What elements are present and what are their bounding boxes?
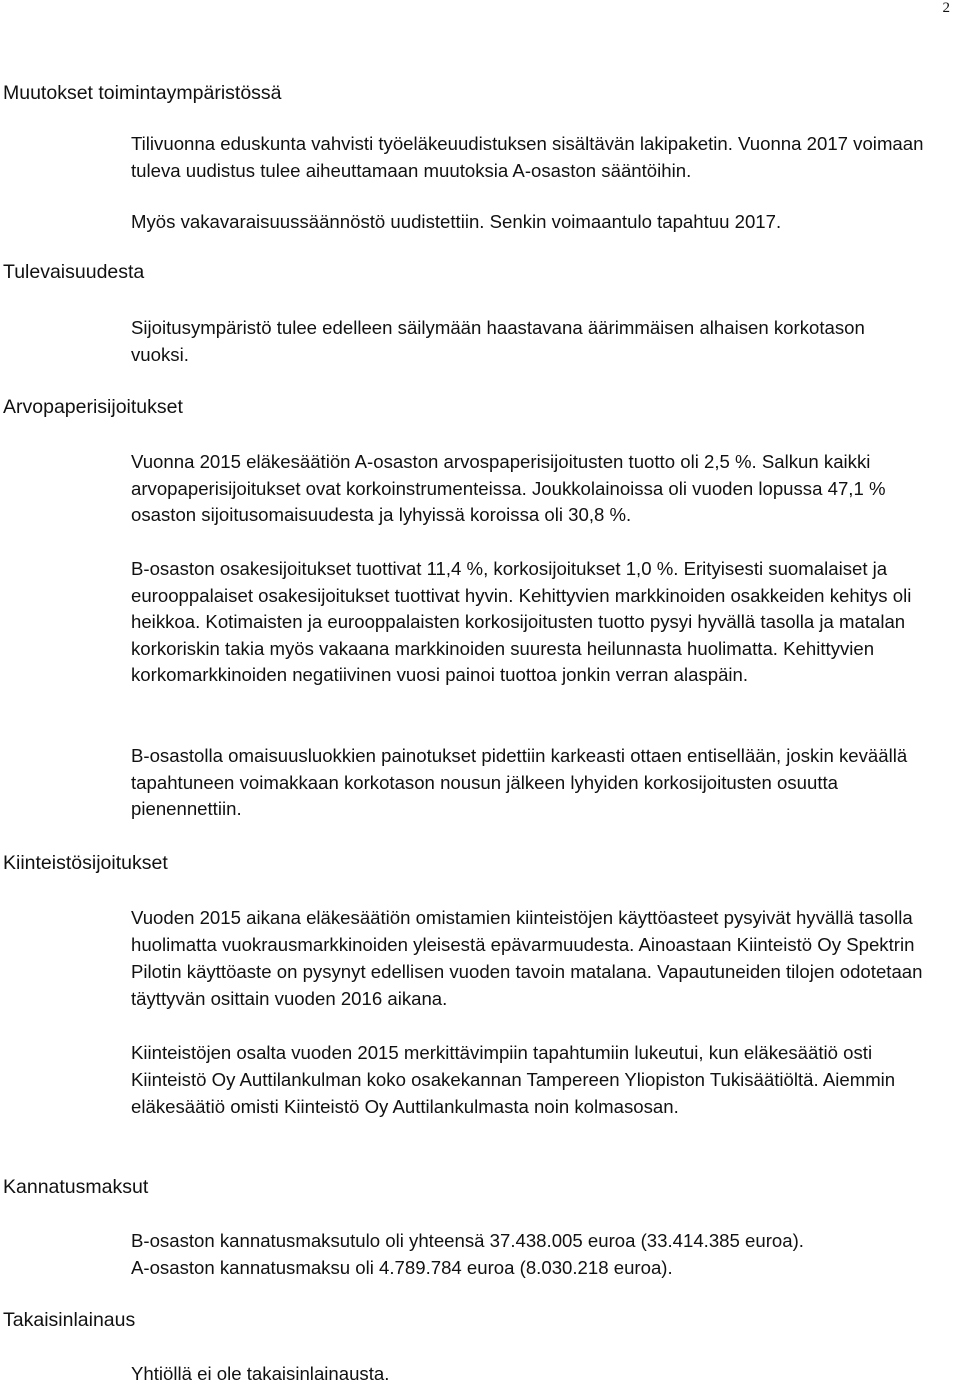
page-number: 2 xyxy=(942,0,950,16)
heading-takaisinlainaus: Takaisinlainaus xyxy=(3,1309,136,1331)
paragraph-takaisinlainaus: Yhtiöllä ei ole takaisinlainausta. xyxy=(131,1363,390,1384)
paragraph-vakavaraisuus: Myös vakavaraisuussäännöstö uudistettiin. Senkin voimaantulo tapahtuu 2017. xyxy=(131,211,782,232)
paragraph-b-osasto-tuotto: B-osaston osakesijoitukset tuottivat 11,4 %, korkosijoitukset 1,0 %. Erityisesti suomalaiset ja eurooppalaiset osakesijoitukset tuottivat hyvin. Kehittyvien markkinoiden osakkeiden kehitys oli heikkoa. Kotimaisten ja eurooppalaisten korkosijoitusten tuotto pysyi hyvällä tasolla ja matalan korkoriskin takia myös vakaana markkinoiden suuresta heilunnasta huolimatta. Kehittyvien korkomarkkinoiden negatiivinen vuosi painoi tuottoa jonkin verran alaspäin. xyxy=(131,558,912,686)
heading-kiinteistosijoitukset: Kiinteistösijoitukset xyxy=(3,852,168,874)
paragraph-kannatus-b: B-osaston kannatusmaksutulo oli yhteensä 37.438.005 euroa (33.414.385 euroa). xyxy=(131,1230,804,1251)
heading-muutokset: Muutokset toimintaympäristössä xyxy=(3,82,282,104)
heading-arvopaperisijoitukset: Arvopaperisijoitukset xyxy=(3,396,183,418)
paragraph-b-osasto-painotukset: B-osastolla omaisuusluokkien painotukset pidettiin karkeasti ottaen entisellään, joskin keväällä tapahtuneen voimakkaan korkotason nousun jälkeen lyhyiden korkosijoitusten osuutta pienennettiin. xyxy=(131,745,908,820)
paragraph-sijoitusymparisto: Sijoitusympäristö tulee edelleen säilymään haastavana äärimmäisen alhaisen korkotason vuoksi. xyxy=(131,317,865,365)
paragraph-a-osasto-tuotto: Vuonna 2015 eläkesäätiön A-osaston arvospaperisijoitusten tuotto oli 2,5 %. Salkun kaikki arvopaperisijoitukset ovat korkoinstrumenteissa. Joukkolainoissa oli vuoden lopussa 47,1 % osaston sijoitusomaisuudesta ja lyhyissä koroissa oli 30,8 %. xyxy=(131,451,886,526)
paragraph-lakipaketti: Tilivuonna eduskunta vahvisti työeläkeuudistuksen sisältävän lakipaketin. Vuonna 2017 voimaan tuleva uudistus tulee aiheuttamaan muutoksia A-osaston sääntöihin. xyxy=(131,133,924,181)
paragraph-auttilankulma: Kiinteistöjen osalta vuoden 2015 merkittävimpiin tapahtumiin lukeutui, kun eläkesäätiö osti Kiinteistö Oy Auttilankulman koko osakekannan Tampereen Yliopiston Tukisäätiöltä. Aiemmin eläkesäätiö omisti Kiinteistö Oy Auttilankulmasta noin kolmasosan. xyxy=(131,1042,896,1117)
heading-tulevaisuudesta: Tulevaisuudesta xyxy=(3,261,145,283)
paragraph-kannatus-a: A-osaston kannatusmaksu oli 4.789.784 euroa (8.030.218 euroa). xyxy=(131,1257,673,1278)
heading-kannatusmaksut: Kannatusmaksut xyxy=(3,1176,149,1198)
paragraph-kayttoasteet: Vuoden 2015 aikana eläkesäätiön omistamien kiinteistöjen käyttöasteet pysyivät hyvällä tasolla huolimatta vuokrausmarkkinoiden yleisestä epävarmuudesta. Ainoastaan Kiinteistö Oy Spektrin Pilotin käyttöaste on pysynyt edellisen vuoden tavoin matalana. Vapautuneiden tilojen odotetaan täyttyvän osittain vuoden 2016 aikana. xyxy=(131,907,923,1009)
